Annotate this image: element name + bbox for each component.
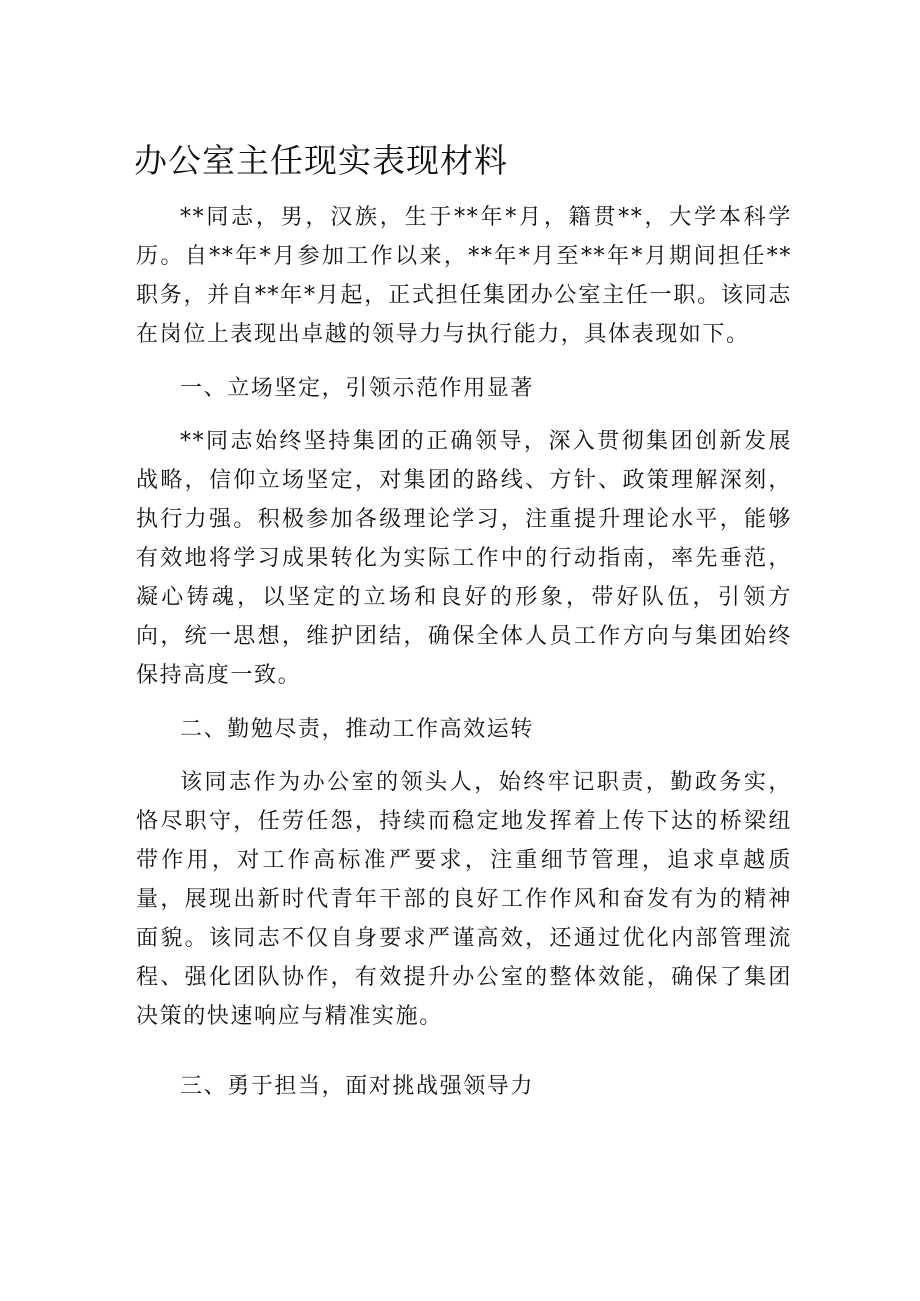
section-heading-1: 一、立场坚定，引领示范作用显著 bbox=[180, 376, 535, 401]
document-body bbox=[136, 198, 792, 1120]
section-heading-3: 三、勇于担当，面对挑战强领导力 bbox=[180, 1074, 535, 1099]
section-heading-2: 二、勤勉尽责，推动工作高效运转 bbox=[180, 717, 535, 742]
intro-paragraph: **同志，男，汉族，生于**年*月，籍贯**，大学本科学历。自**年*月参加工作以来，**年*月至**年*月期间担任**职务，并自**年*月起，正式担任集团办公室主任一职。该同志在岗位上表现出卓越的领导力与执行能力，具体表现如下。 bbox=[136, 205, 792, 347]
section-paragraph-1: **同志始终坚持集团的正确领导，深入贯彻集团创新发展战略，信仰立场坚定，对集团的路线、方针、政策理解深刻，执行力强。积极参加各级理论学习，注重提升理论水平，能够有效地将学习成果转化为实际工作中的行动指南，率先垂范，凝心铸魂，以坚定的立场和良好的形象，带好队伍，引领方向，统一思想，维护团结，确保全体人员工作方向与集团始终保持高度一致。 bbox=[136, 429, 792, 688]
document-title: 办公室主任现实表现材料 bbox=[134, 141, 508, 180]
section-paragraph-2: 该同志作为办公室的领头人，始终牢记职责，勤政务实，恪尽职守，任劳任怨，持续而稳定地发挥着上传下达的桥梁纽带作用，对工作高标准严要求，注重细节管理，追求卓越质量，展现出新时代青年干部的良好工作作风和奋发有为的精神面貌。该同志不仅自身要求严谨高效，还通过优化内部管理流程、强化团队协作，有效提升办公室的整体效能，确保了集团决策的快速响应与精准实施。 bbox=[136, 770, 792, 1029]
